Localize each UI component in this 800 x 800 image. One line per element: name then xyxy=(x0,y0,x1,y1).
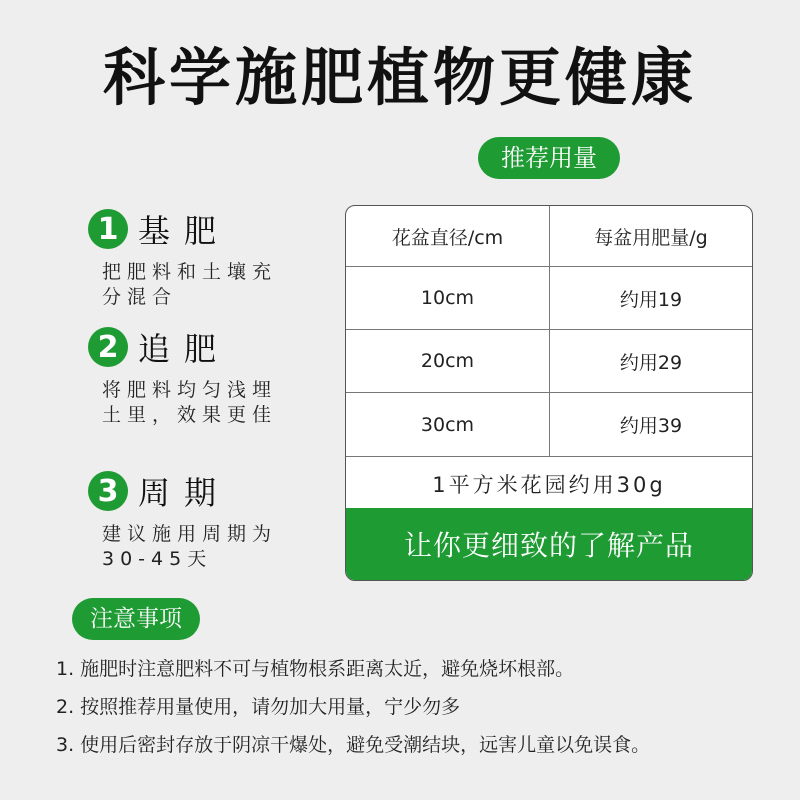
notice-item: 1. 施肥时注意肥料不可与植物根系距离太近，避免烧坏根部。 xyxy=(56,658,575,680)
column-header: 每盆用肥量/g xyxy=(594,226,708,249)
step-cycle xyxy=(88,468,302,572)
notice-list xyxy=(56,650,650,764)
garden-dosage-note: 1平方米花园约用30g xyxy=(432,473,666,497)
step-name: 基肥 xyxy=(138,212,231,250)
table-cell: 约用39 xyxy=(619,415,683,437)
notice-item: 3. 使用后密封存放于阴凉干爆处，避免受潮结块，远害儿童以免误食。 xyxy=(56,734,651,756)
table-header-row xyxy=(346,206,752,267)
recommend-label: 推荐用量 xyxy=(478,137,620,179)
step-name: 追肥 xyxy=(138,330,231,368)
table-row xyxy=(346,393,752,457)
table-cell: 30cm xyxy=(346,393,550,456)
step-number-badge: 3 xyxy=(88,471,128,511)
product-banner: 让你更细致的了解产品 xyxy=(346,508,752,580)
dosage-table xyxy=(345,205,753,581)
table-cell: 10cm xyxy=(346,267,550,329)
step-number-badge: 2 xyxy=(88,327,128,367)
notice-item: 2. 按照推荐用量使用，请勿加大用量，宁少勿多 xyxy=(56,696,461,718)
table-cell: 约用29 xyxy=(619,351,683,374)
column-header: 花盆直径/cm xyxy=(346,206,550,266)
table-cell: 约用19 xyxy=(619,288,683,311)
step-name: 周期 xyxy=(138,474,231,512)
step-base-fertilizer xyxy=(88,206,292,310)
step-description: 建议施用周期为30-45天 xyxy=(102,523,278,570)
page-title: 科学施肥植物更健康 xyxy=(102,41,697,114)
notice-label: 注意事项 xyxy=(72,598,200,640)
step-top-dressing xyxy=(88,324,292,428)
step-number-badge: 1 xyxy=(88,209,128,249)
table-row xyxy=(346,330,752,393)
table-cell: 20cm xyxy=(346,330,550,392)
step-description: 把肥料和土壤充分混合 xyxy=(102,261,278,308)
step-description: 将肥料均匀浅埋土里，效果更佳 xyxy=(102,379,278,426)
table-row xyxy=(346,267,752,330)
